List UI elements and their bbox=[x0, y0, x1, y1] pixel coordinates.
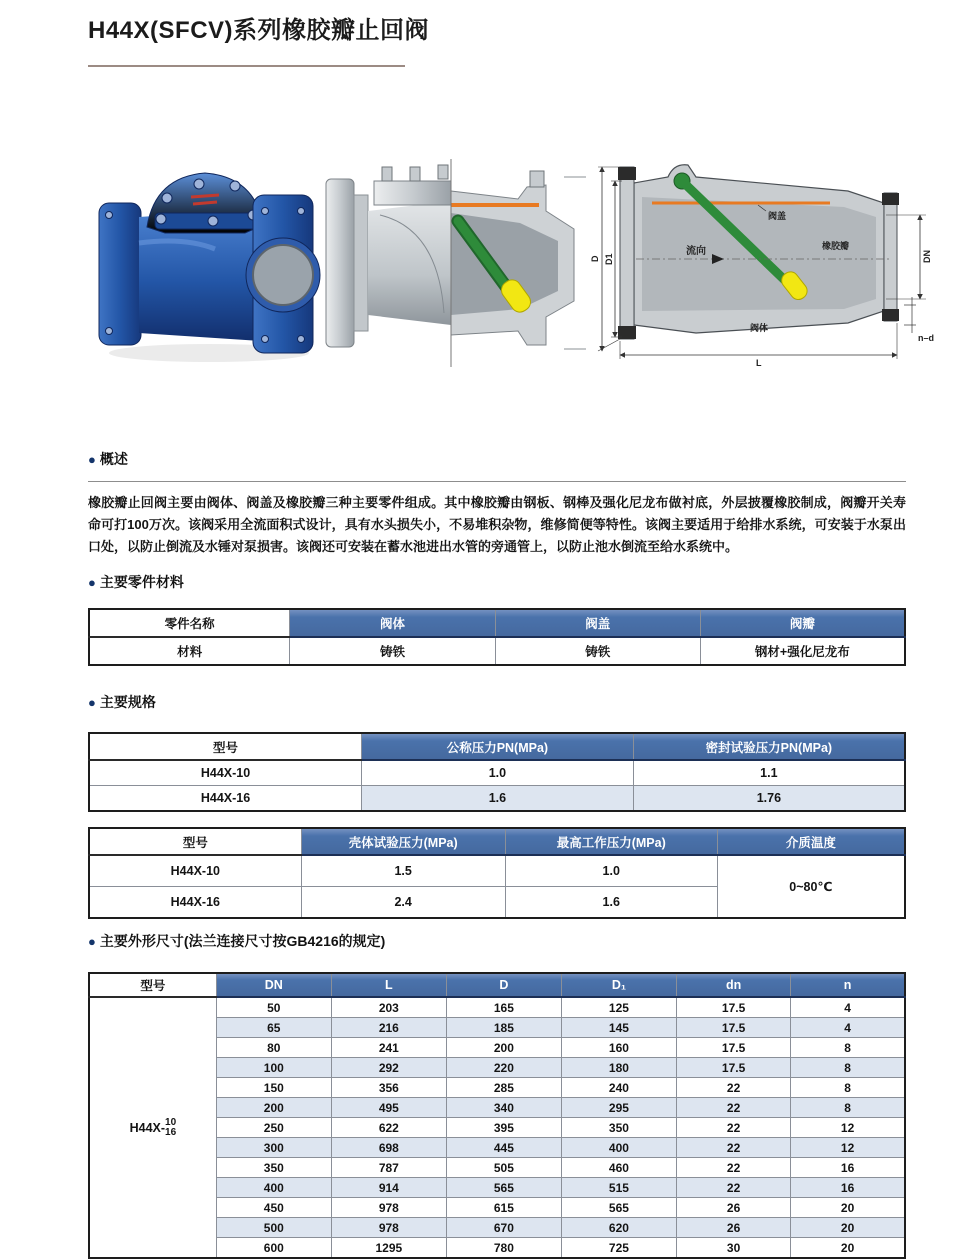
table-cell: 185 bbox=[446, 1018, 561, 1038]
flange-cap bbox=[882, 309, 899, 321]
table-row bbox=[89, 997, 905, 1018]
table-cell: 285 bbox=[446, 1078, 561, 1098]
table-cell: 292 bbox=[331, 1058, 446, 1078]
header-cell: 型号 bbox=[89, 733, 362, 760]
table-cell: 2.4 bbox=[301, 887, 505, 919]
header-cell: 介质温度 bbox=[717, 828, 905, 855]
table-cell: 22 bbox=[676, 1178, 790, 1198]
body-left-half bbox=[368, 201, 451, 325]
materials-table bbox=[88, 608, 906, 666]
table-cell: 241 bbox=[331, 1038, 446, 1058]
table-cell: 铸铁 bbox=[495, 637, 700, 665]
flange-cap bbox=[618, 167, 636, 180]
table-cell: 670 bbox=[446, 1218, 561, 1238]
dim-label-DN: DN bbox=[922, 250, 932, 263]
bonnet bbox=[374, 181, 451, 205]
section-bullet-icon: ● bbox=[88, 933, 96, 949]
table-cell: 698 bbox=[331, 1138, 446, 1158]
left-flange-draw bbox=[620, 167, 634, 339]
table-cell: 200 bbox=[446, 1038, 561, 1058]
table-cell: 787 bbox=[331, 1158, 446, 1178]
product-figures bbox=[88, 153, 935, 393]
table-cell: 26 bbox=[676, 1198, 790, 1218]
table-cell: 16 bbox=[791, 1178, 905, 1198]
section-dimensions-heading bbox=[88, 931, 906, 951]
table-header-row bbox=[89, 733, 905, 760]
header-cell: L bbox=[331, 973, 446, 997]
table-cell: 20 bbox=[791, 1238, 905, 1259]
table-cell: 22 bbox=[676, 1078, 790, 1098]
table-cell: 材料 bbox=[89, 637, 290, 665]
section-overview-heading bbox=[88, 449, 906, 469]
valve-cutaway-figure bbox=[320, 153, 586, 373]
title-underline bbox=[88, 65, 405, 67]
table-cell: 1.6 bbox=[362, 786, 634, 812]
table-cell: 20 bbox=[791, 1198, 905, 1218]
table-cell: 460 bbox=[561, 1158, 676, 1178]
table-cell: 220 bbox=[446, 1058, 561, 1078]
table-cell: 8 bbox=[791, 1078, 905, 1098]
table-cell: 615 bbox=[446, 1198, 561, 1218]
seal-line-orange bbox=[451, 203, 539, 207]
table-cell: 22 bbox=[676, 1138, 790, 1158]
table-cell: 620 bbox=[561, 1218, 676, 1238]
nd-dim-ticks bbox=[904, 297, 916, 333]
table-cell: 8 bbox=[791, 1098, 905, 1118]
table-cell: 17.5 bbox=[676, 1018, 790, 1038]
table-cell: 8 bbox=[791, 1058, 905, 1078]
flange-cap bbox=[882, 193, 899, 205]
left-flange-3d bbox=[326, 179, 354, 347]
medium-temp-cell: 0~80℃ bbox=[717, 855, 905, 918]
body-label: 阀体 bbox=[750, 323, 769, 333]
header-cell: 阀瓣 bbox=[700, 609, 905, 637]
table-cell: 565 bbox=[446, 1178, 561, 1198]
table-cell: 12 bbox=[791, 1138, 905, 1158]
section-title: 主要规格 bbox=[99, 694, 156, 710]
model-merged-cell: H44X- 10 16 bbox=[89, 997, 216, 1258]
bore-opening bbox=[253, 245, 313, 305]
table-cell: 978 bbox=[331, 1218, 446, 1238]
section-materials-heading bbox=[88, 572, 906, 592]
table-cell: 8 bbox=[791, 1038, 905, 1058]
valve-photo-figure bbox=[95, 153, 323, 368]
header-cell: 壳体试验压力(MPa) bbox=[301, 828, 505, 855]
section-title: 概述 bbox=[99, 451, 128, 467]
header-cell: 零件名称 bbox=[89, 609, 290, 637]
table-cell: 200 bbox=[216, 1098, 331, 1118]
table-cell: 350 bbox=[216, 1158, 331, 1178]
table-header-row bbox=[89, 973, 905, 997]
table-cell: 1.5 bbox=[301, 855, 505, 887]
table-row bbox=[89, 786, 905, 812]
table-cell: 165 bbox=[446, 997, 561, 1018]
table-cell: 50 bbox=[216, 997, 331, 1018]
table-cell: 4 bbox=[791, 1018, 905, 1038]
table-cell: 钢材+强化尼龙布 bbox=[700, 637, 905, 665]
table-row bbox=[89, 855, 905, 887]
table-header-row bbox=[89, 828, 905, 855]
table-cell: 450 bbox=[216, 1198, 331, 1218]
flow-label: 流向 bbox=[686, 246, 706, 257]
overview-divider bbox=[88, 481, 906, 482]
header-cell: n bbox=[791, 973, 905, 997]
table-cell: 600 bbox=[216, 1238, 331, 1259]
table-cell: 铸铁 bbox=[290, 637, 496, 665]
table-cell: 356 bbox=[331, 1078, 446, 1098]
left-flange bbox=[99, 203, 141, 345]
table-cell: 240 bbox=[561, 1078, 676, 1098]
table-cell: 12 bbox=[791, 1118, 905, 1138]
flange-hub bbox=[354, 195, 368, 331]
table-row bbox=[89, 760, 905, 786]
header-cell: D₁ bbox=[561, 973, 676, 997]
table-cell: 400 bbox=[561, 1138, 676, 1158]
table-cell: 505 bbox=[446, 1158, 561, 1178]
table-cell: 26 bbox=[676, 1218, 790, 1238]
table-cell: 1295 bbox=[331, 1238, 446, 1259]
table-cell: 17.5 bbox=[676, 1038, 790, 1058]
header-cell: 型号 bbox=[89, 828, 301, 855]
table-cell: 622 bbox=[331, 1118, 446, 1138]
section-title: 主要外形尺寸(法兰连接尺寸按GB4216的规定) bbox=[99, 933, 386, 949]
table-cell: 203 bbox=[331, 997, 446, 1018]
header-cell: 型号 bbox=[89, 973, 216, 997]
section-bullet-icon: ● bbox=[88, 451, 96, 467]
table-cell: 1.6 bbox=[505, 887, 717, 919]
section-bullet-icon: ● bbox=[88, 574, 96, 590]
table-cell: 978 bbox=[331, 1198, 446, 1218]
header-cell: 阀体 bbox=[290, 609, 496, 637]
table-cell: 22 bbox=[676, 1158, 790, 1178]
table-cell: 65 bbox=[216, 1018, 331, 1038]
table-cell: 160 bbox=[561, 1038, 676, 1058]
pressure-spec-table bbox=[88, 732, 906, 812]
table-cell: 22 bbox=[676, 1118, 790, 1138]
dimensions-table bbox=[88, 972, 906, 1259]
table-cell: 22 bbox=[676, 1098, 790, 1118]
table-cell: 16 bbox=[791, 1158, 905, 1178]
page-title: H44X(SFCV)系列橡胶瓣止回阀 bbox=[88, 17, 430, 44]
dim-label-D1: D1 bbox=[604, 253, 614, 265]
header-cell: dn bbox=[676, 973, 790, 997]
right-flange-draw bbox=[884, 193, 897, 321]
table-cell: 295 bbox=[561, 1098, 676, 1118]
flap-label: 橡胶瓣 bbox=[822, 241, 850, 251]
table-cell: H44X-16 bbox=[89, 887, 301, 919]
header-cell: 公称压力PN(MPa) bbox=[362, 733, 634, 760]
table-cell: 145 bbox=[561, 1018, 676, 1038]
table-cell: 1.1 bbox=[633, 760, 905, 786]
table-cell: 400 bbox=[216, 1178, 331, 1198]
header-cell: 最高工作压力(MPa) bbox=[505, 828, 717, 855]
table-cell: 565 bbox=[561, 1198, 676, 1218]
table-row bbox=[89, 637, 905, 665]
table-cell: H44X-10 bbox=[89, 855, 301, 887]
table-cell: 216 bbox=[331, 1018, 446, 1038]
table-cell: 500 bbox=[216, 1218, 331, 1238]
header-cell: D bbox=[446, 973, 561, 997]
table-cell: 914 bbox=[331, 1178, 446, 1198]
table-cell: 300 bbox=[216, 1138, 331, 1158]
table-cell: 20 bbox=[791, 1218, 905, 1238]
header-cell: 阀盖 bbox=[495, 609, 700, 637]
table-cell: 395 bbox=[446, 1118, 561, 1138]
section-specs-heading bbox=[88, 692, 906, 712]
table-cell: 340 bbox=[446, 1098, 561, 1118]
valve-dimension-drawing bbox=[590, 153, 964, 369]
dim-label-D: D bbox=[590, 255, 600, 262]
table-cell: 445 bbox=[446, 1138, 561, 1158]
table-cell: 1.0 bbox=[505, 855, 717, 887]
cover-label: 阀盖 bbox=[768, 211, 787, 221]
table-header-row bbox=[89, 609, 905, 637]
table-cell: 780 bbox=[446, 1238, 561, 1259]
section-bullet-icon: ● bbox=[88, 694, 96, 710]
table-cell: H44X-16 bbox=[89, 786, 362, 812]
table-cell: 350 bbox=[561, 1118, 676, 1138]
table-cell: 250 bbox=[216, 1118, 331, 1138]
table-cell: 150 bbox=[216, 1078, 331, 1098]
table-cell: 495 bbox=[331, 1098, 446, 1118]
top-plug bbox=[530, 171, 544, 187]
bonnet-bolts bbox=[382, 165, 448, 181]
table-cell: 4 bbox=[791, 997, 905, 1018]
table-cell: 30 bbox=[676, 1238, 790, 1259]
table-cell: 1.0 bbox=[362, 760, 634, 786]
table-cell: 725 bbox=[561, 1238, 676, 1259]
table-cell: H44X-10 bbox=[89, 760, 362, 786]
table-cell: 17.5 bbox=[676, 1058, 790, 1078]
table-cell: 125 bbox=[561, 997, 676, 1018]
table-cell: 180 bbox=[561, 1058, 676, 1078]
dim-label-nd: n–d bbox=[918, 333, 935, 343]
overview-paragraph: 橡胶瓣止回阀主要由阀体、阀盖及橡胶瓣三种主要零件组成。其中橡胶瓣由钢板、钢棒及强化尼龙布做衬底，外层披覆橡胶制成，阀瓣开关寿命可打100万次。该阀采用全流面积式设计，具有水头损失小，不易堆积杂物，维修简便等特性。该阀主要适用于给排水系统，可安装于水泵出口处，以防止倒流及水锤对泵损害。该阀还可安装在蓄水池进出水管的旁通管上，以防止池水倒流至给水系统中。 bbox=[88, 495, 906, 554]
table-cell: 515 bbox=[561, 1178, 676, 1198]
table-cell: 17.5 bbox=[676, 997, 790, 1018]
dim-label-L: L bbox=[756, 358, 762, 368]
section-title: 主要零件材料 bbox=[99, 574, 184, 590]
table-cell: 80 bbox=[216, 1038, 331, 1058]
table-cell: 1.76 bbox=[633, 786, 905, 812]
test-pressure-table bbox=[88, 827, 906, 919]
header-cell: 密封试验压力PN(MPa) bbox=[633, 733, 905, 760]
header-cell: DN bbox=[216, 973, 331, 997]
table-cell: 100 bbox=[216, 1058, 331, 1078]
